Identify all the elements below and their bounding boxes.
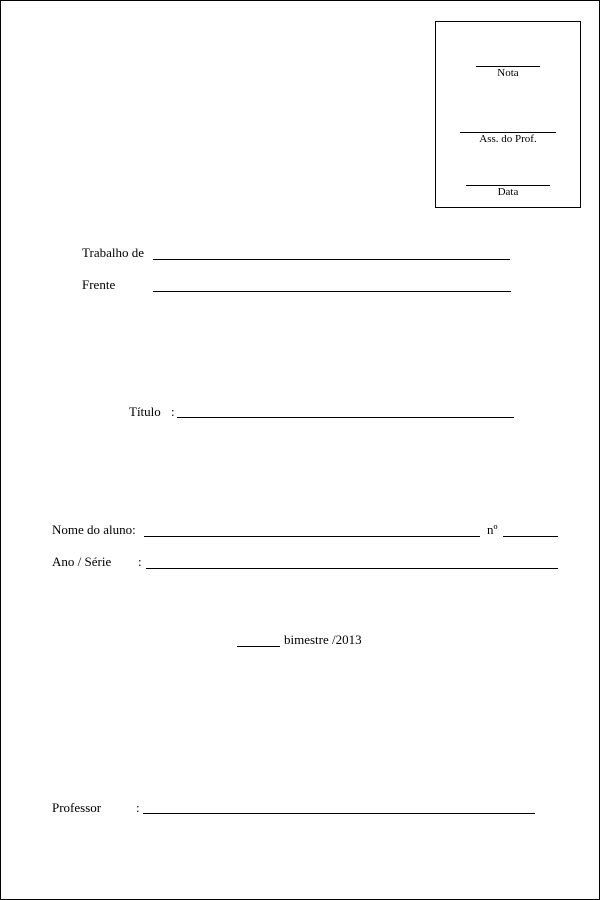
ano-serie-field[interactable] — [146, 568, 558, 569]
ass-prof-label: Ass. do Prof. — [479, 133, 537, 145]
titulo-label: Título — [129, 404, 161, 419]
frente-field[interactable] — [153, 291, 511, 292]
trabalho-field[interactable] — [153, 259, 510, 260]
frente-label: Frente — [82, 277, 116, 292]
professor-label: Professor — [52, 800, 102, 815]
nome-aluno-label: Nome do aluno: — [52, 522, 136, 537]
nome-aluno-field[interactable] — [144, 536, 480, 537]
ano-serie-colon: : — [138, 554, 142, 569]
professor-colon: : — [136, 800, 140, 815]
grade-box — [435, 21, 581, 208]
bimestre-field[interactable] — [237, 646, 280, 647]
professor-field[interactable] — [143, 813, 535, 814]
trabalho-label: Trabalho de — [82, 245, 144, 260]
ano-serie-label: Ano / Série — [52, 554, 112, 569]
bimestre-label: bimestre /2013 — [284, 632, 362, 647]
data-label: Data — [497, 186, 519, 198]
nota-label: Nota — [497, 67, 519, 79]
numero-label: nº — [487, 522, 498, 537]
numero-field[interactable] — [503, 536, 558, 537]
titulo-colon: : — [171, 404, 175, 419]
titulo-field[interactable] — [177, 417, 514, 418]
